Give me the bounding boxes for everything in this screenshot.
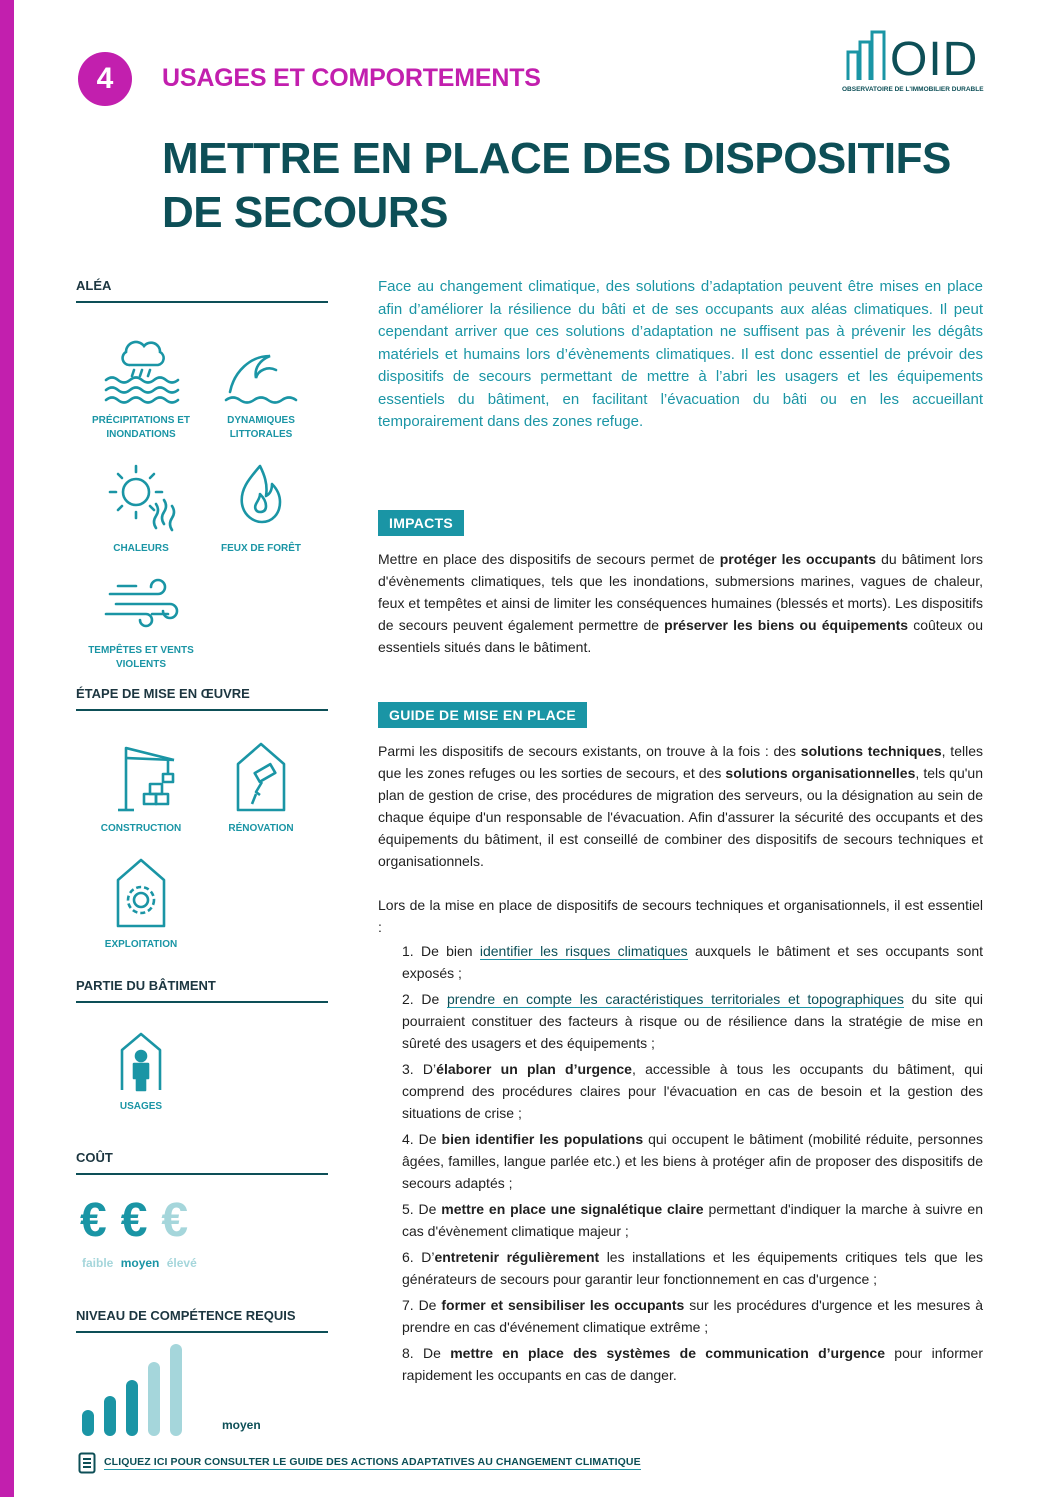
guide-tag: GUIDE DE MISE EN PLACE [378,702,587,728]
wave-icon [216,330,306,408]
step-text: permettant d'indiquer la marche à suivre en cas d'évènement climatique majeur ; [402,1201,983,1239]
rain-flood-icon [96,330,186,408]
page-title-line-1: METTRE EN PLACE DES DISPOSITIFS [162,134,951,183]
impacts-paragraph [378,548,983,658]
competence-bar-5 [170,1344,182,1436]
cost-symbol-3: € [161,1194,189,1247]
step-emphasis: former et sensibiliser les occupants [441,1297,685,1313]
competence-bar-4 [148,1362,160,1436]
step-text: du site qui pourraient constituer des facteurs à risque ou de résilience dans la stratégie de mise en sûreté des usagers et des équipements ; [402,991,983,1051]
competence-heading: NIVEAU DE COMPÉTENCE REQUIS [76,1308,328,1333]
alea-item-tempetes [76,572,206,672]
wind-icon [96,572,186,638]
alea-item-label: DYNAMIQUES LITTORALES [227,415,295,440]
impacts-tag: IMPACTS [378,510,464,536]
alea-item-label: FEUX DE FORÊT [220,543,301,554]
guide-step-4 [378,1128,983,1194]
cost-symbol-1: € [80,1194,107,1247]
step-emphasis: entretenir régulièrement [434,1249,600,1265]
step-text: auxquels le bâtiment et ses occupants sont exposés ; [402,943,984,981]
alea-item-label: PRÉCIPITATIONS ET INONDATIONS [92,415,190,440]
impacts-emphasis: protéger les occupants [719,551,877,567]
competence-bar-1 [82,1410,94,1436]
oid-logo[interactable] [842,30,992,98]
step-emphasis: élaborer un plan d’urgence [436,1061,632,1077]
chapter-title: USAGES ET COMPORTEMENTS [162,64,541,92]
guide-steps-list [378,940,983,1390]
partie-item-label: USAGES [119,1101,163,1112]
guide-emphasis: solutions techniques [800,743,942,759]
competence-level-bars [82,1336,202,1436]
guide-emphasis: solutions organisationnelles [725,765,916,781]
cost-labels [82,1256,201,1270]
guide-step-1 [378,940,983,984]
competence-level-label: moyen [222,1418,261,1432]
guide-step-3 [378,1058,983,1124]
step-text: sur les procédures d'urgence et les mesures à prendre en cas d'événement climatique extrême ; [402,1297,983,1335]
etape-item-label: EXPLOITATION [104,939,178,950]
step-text: , accessible à tous les occupants du bâtiment, qui comprend des procédures claires pour l'évacuation en cas de besoin et la gestion des situations de crise ; [402,1061,983,1121]
partie-item-usages [76,1028,206,1114]
etape-item-label: CONSTRUCTION [100,823,182,834]
step-text: qui occupent le bâtiment (mobilité réduite, personnes âgées, familles, langue parlée etc.) et les biens à protéger afin de proposer des dispositifs de secours adaptés ; [402,1131,983,1191]
guide-step-2 [378,988,983,1054]
impacts-text: Mettre en place des dispositifs de secours permet de [378,551,720,567]
step-link-risques[interactable]: identifier les risques climatiques [479,943,688,959]
step-prefix: 3. D’ [402,1061,437,1077]
guide-text: , tels qu'un plan de gestion de crise, des procédures de migration des serveurs, ou la désignation au sein de chaque équipe d'un responsable de l'évacuation. Afin d'assurer la sécurité des occupants et des équipements du bâtiment, il est conseillé de combiner des dispositifs de secours techniques et organisationnels. [378,765,984,869]
competence-bar-2 [104,1396,116,1436]
cost-label-faible: faible [82,1256,114,1270]
step-prefix: 6. D’ [402,1249,435,1265]
step-prefix: 7. De [402,1297,442,1313]
footer-guide-link[interactable] [78,1452,641,1474]
sun-heat-icon [96,456,186,536]
step-prefix: 4. De [402,1131,442,1147]
crane-icon [96,738,186,816]
building-bars-icon [846,30,892,82]
cout-heading: COÛT [76,1150,328,1175]
etape-item-exploitation [76,854,206,952]
alea-item-label: CHALEURS [113,543,169,554]
person-house-icon [96,1028,186,1094]
chapter-number-badge: 4 [78,52,132,106]
alea-heading: ALÉA [76,278,328,303]
impacts-text: coûteux ou essentiels situés dans le bâtiment. [378,617,983,655]
intro-paragraph: Face au changement climatique, des solutions d’adaptation peuvent être mises en place afin d’améliorer la résilience du bâti et de ses occupants aux aléas climatiques. Il peut cependant arriver que ces solutions d’adaptation ne suffisent pas à prévenir les dégâts matériels et humains lors d’évènements climatiques. Il est donc essentiel de prévoir des dispositifs de secours permettant de mettre à l’abri les usagers et les équipements essentiels du bâtiment, en facilitant l’évacuation du bâti ou en les accueillant temporairement dans des zones refuge. [378,278,983,430]
step-emphasis: mettre en place des systèmes de communication d’urgence [450,1345,885,1361]
cost-label-eleve: élevé [166,1256,197,1270]
cost-label-moyen: moyen [120,1256,160,1270]
impacts-emphasis: préserver les biens ou équipements [664,617,909,633]
step-emphasis: bien identifier les populations [441,1131,644,1147]
alea-item-chaleurs [76,456,206,556]
competence-bar-3 [126,1380,138,1436]
gear-house-icon [96,854,186,932]
step-text: pour informer rapidement les occupants en cas de danger. [402,1345,983,1383]
alea-item-precipitations [76,330,206,442]
step-text: les installations et les équipements critiques tels que les générateurs de secours pour garantir leur fonctionnement en cas d'urgence ; [402,1249,983,1287]
guide-step-6 [378,1246,983,1290]
paint-roller-icon [216,738,306,816]
step-prefix: 1. De bien [402,943,480,959]
step-prefix: 5. De [402,1201,442,1217]
logo-tagline: OBSERVATOIRE DE L'IMMOBILIER DURABLE [842,86,984,93]
logo-name: OID [890,33,979,86]
alea-item-dynamiques [196,330,326,442]
guide-text: , telles que les zones refuges ou les sorties de secours, et des [378,743,983,781]
step-emphasis: mettre en place une signalétique claire [441,1201,704,1217]
etape-item-renovation [196,738,326,836]
etape-heading: ÉTAPE DE MISE EN ŒUVRE [76,686,328,711]
cost-symbols [80,1196,188,1246]
guide-paragraph-2: Lors de la mise en place de dispositifs de secours techniques et organisationnels, il est essentiel : [378,897,983,935]
document-icon [78,1452,96,1474]
alea-item-feux [196,456,326,556]
flame-icon [216,456,306,536]
cost-symbol-2: € [120,1194,148,1247]
guide-step-7 [378,1294,983,1338]
step-link-caracteristiques[interactable]: prendre en compte les caractéristiques territoriales et topographiques [446,991,904,1007]
partie-heading: PARTIE DU BÂTIMENT [76,978,328,1003]
etape-item-label: RÉNOVATION [228,823,294,834]
guide-paragraph-1 [378,740,983,872]
guide-text: Parmi les dispositifs de secours existants, on trouve à la fois : des [378,743,801,759]
impacts-text: du bâtiment lors d'évènements climatiques, tels que les inondations, submersions marines, vagues de chaleur, feux et tempêtes et ainsi de limiter les conséquences humaines (blessés et morts). Les dispositifs de secours peuvent également permettre de [378,551,983,633]
footer-link-text[interactable]: CLIQUEZ ICI POUR CONSULTER LE GUIDE DES ACTIONS ADAPTATIVES AU CHANGEMENT CLIMATIQUE [104,1456,641,1468]
guide-step-5 [378,1198,983,1242]
chapter-color-bar [0,0,14,1497]
page-title [162,132,1042,240]
step-prefix: 8. De [402,1345,451,1361]
etape-item-construction [76,738,206,836]
alea-item-label: TEMPÊTES ET VENTS VIOLENTS [88,645,194,670]
guide-step-8 [378,1342,983,1386]
page-title-line-2: DE SECOURS [162,188,448,237]
step-prefix: 2. De [402,991,447,1007]
